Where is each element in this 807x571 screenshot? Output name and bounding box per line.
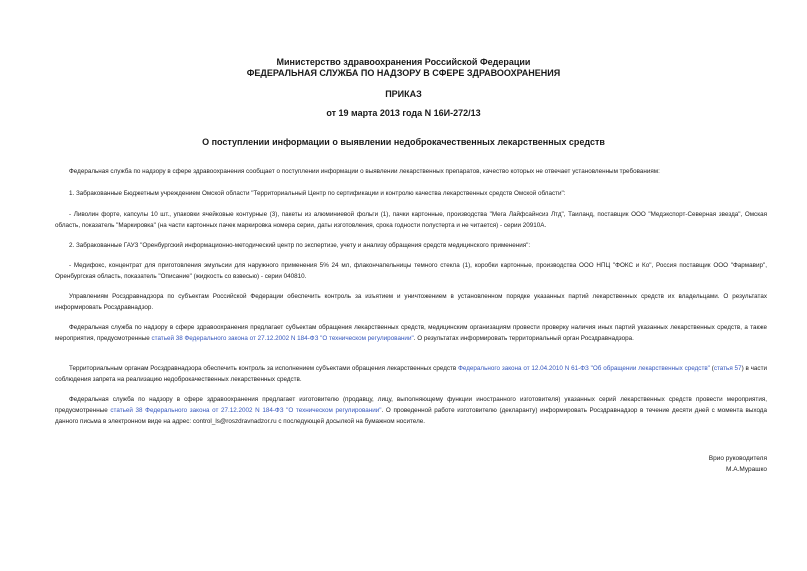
manufacturer-paragraph — [55, 394, 767, 427]
manufacturer-text-end: . О проведенной работе изготовителю (декларанту) информировать Росздравнадзор в течение десяти дней с момента выхода данного письма в электронном виде на адрес: control_ls@roszdravnadzor.ru с последующей досылкой на бумажном носителе. — [55, 407, 767, 425]
territorial-text-paren: ( — [709, 365, 714, 372]
control-paragraph: Управлениям Росздравнадзора по субъектам Российской Федерации обеспечить контроль за изъятием и уничтожением в установленном порядке указанных партий лекарственных средств их владельцами. О результатах информировать Росздравнадзор. — [55, 293, 767, 311]
intro-paragraph: Федеральная служба по надзору в сфере здравоохранения сообщает о поступлении информации о выявлении лекарственных препаратов, качество которых не отвечает установленным требованиям: — [69, 168, 660, 175]
item2-heading: 2. Забракованные ГАУЗ "Оренбургский информационно-методический центр по экспертизе, учету и анализу обращения средств медицинского применения": — [69, 242, 531, 249]
territorial-paragraph — [55, 363, 767, 385]
document-type: ПРИКАЗ — [385, 89, 422, 99]
signature-name: М.А.Мурашко — [725, 466, 767, 473]
territorial-text-start: Территориальным органам Росздравнадзора обеспечить контроль за исполнением субъектами обращения лекарственных средств — [69, 365, 459, 372]
item1-heading: 1. Забракованные Бюджетным учреждением Омской области "Территориальный Центр по сертификации и контролю качества лекарственных средств Омской области": — [69, 190, 566, 197]
law-184fz-article38-link[interactable]: статьей 38 Федерального закона от 27.12.2002 N 184-ФЗ "О техническом регулировании" — [151, 335, 414, 342]
signature-position: Врио руководителя — [708, 455, 767, 462]
ministry-title: Министерство здравоохранения Российской Федерации — [276, 57, 531, 67]
item1-detail: - Ливолин форте, капсулы 10 шт., упаковки ячейковые контурные (3), пакеты из алюминиевой фольги (1), пачки картонные, производства "Мега Лайфсайнсиз Лтд", Таиланд, поставщик ООО "Медэкспорт-Северная звезда", Омская область, показатель "Маркировка" (на части картонных пачек маркировка номера серии, даты изготовления, срока годности полустерта и не читается) - серии 20910А. — [55, 211, 767, 229]
document-subject: О поступлении информации о выявлении недоброкачественных лекарственных средств — [202, 137, 605, 147]
check-text-start: Федеральная служба по надзору в сфере здравоохранения предлагает субъектам обращения лекарственных средств, медицинским организациям провести проверку наличия иных партий указанных лекарственных средств, а также мероприятия, предусмотренные — [55, 324, 767, 342]
manufacturer-text-start: Федеральная служба по надзору в сфере здравоохранения предлагает изготовителю (продавцу, лицу, выполняющему функции иностранного изготовителя) указанных серий лекарственных средств провести мероприятия, предусмотренные — [55, 396, 767, 414]
territorial-text-end: ) в части соблюдения запрета на реализацию недоброкачественных лекарственных средств. — [55, 365, 767, 383]
item2-detail: - Медифокс, концентрат для приготовления эмульсии для наружного применения 5% 24 мл, флакончапельницы темного стекла (1), коробки картонные, производства ООО НПЦ "ФОКС и Ко", Россия поставщик ООО "Фармавир", Оренбургская область, показатель "Описание" (жидкость со взвесью) - серии 040810. — [55, 262, 767, 280]
document-date-number: от 19 марта 2013 года N 16И-272/13 — [326, 108, 481, 118]
law-184fz-article38-link-2[interactable]: статьей 38 Федерального закона от 27.12.2002 N 184-ФЗ "О техническом регулировании" — [110, 407, 382, 414]
check-paragraph — [55, 322, 767, 344]
service-title: ФЕДЕРАЛЬНАЯ СЛУЖБА ПО НАДЗОРУ В СФЕРЕ ЗДРАВООХРАНЕНИЯ — [246, 68, 561, 78]
law-61fz-link[interactable]: Федерального закона от 12.04.2010 N 61-ФЗ "Об обращении лекарственных средств" — [458, 365, 710, 372]
article-57-link[interactable]: статья 57 — [713, 365, 742, 372]
check-text-end: . О результатах информировать территориальный орган Росздравнадзора. — [413, 335, 634, 342]
